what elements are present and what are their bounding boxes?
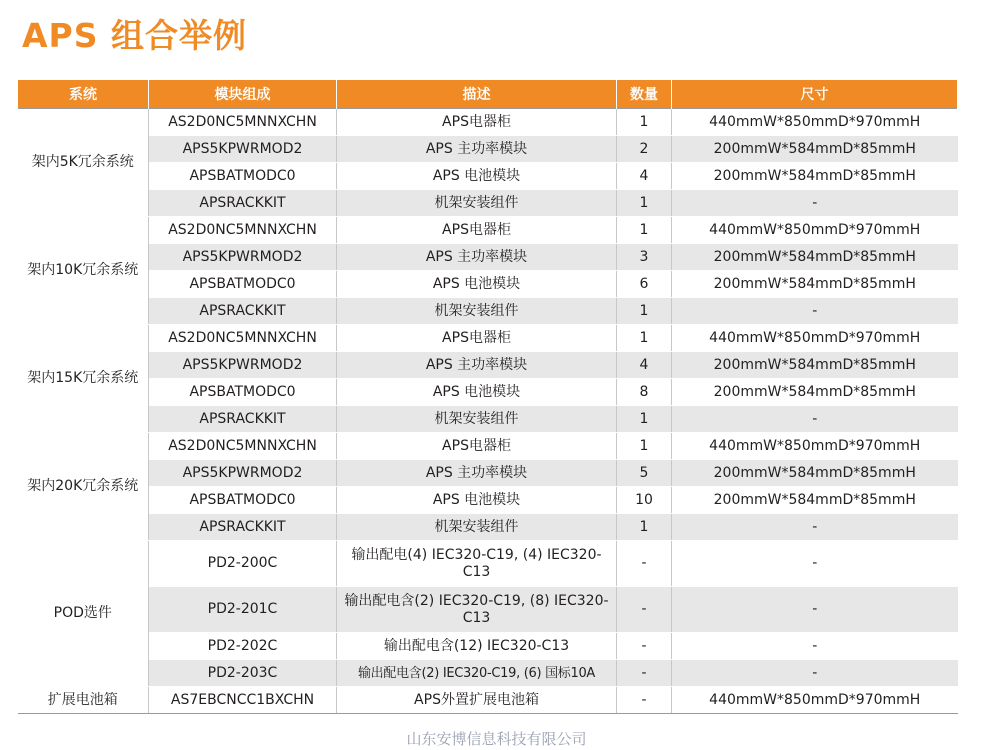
size: 200mmW*584mmD*85mmH	[672, 136, 958, 163]
description: 机架安装组件	[337, 298, 617, 325]
table-row	[18, 433, 958, 460]
size: 440mmW*850mmD*970mmH	[672, 325, 958, 352]
table-row	[18, 271, 958, 298]
table-row	[18, 541, 958, 587]
quantity: 10	[617, 487, 672, 514]
description: 机架安装组件	[337, 406, 617, 433]
description: APS 主功率模块	[337, 136, 617, 163]
description: APS 电池模块	[337, 163, 617, 190]
table-row	[18, 298, 958, 325]
description: APS 电池模块	[337, 487, 617, 514]
module-code: APSRACKKIT	[149, 514, 337, 541]
module-code: APS5KPWRMOD2	[149, 352, 337, 379]
description: APS 主功率模块	[337, 460, 617, 487]
size: -	[672, 587, 958, 633]
description: APS电器柜	[337, 217, 617, 244]
module-code: PD2-202C	[149, 633, 337, 660]
table-row	[18, 190, 958, 217]
module-code: APSBATMODC0	[149, 487, 337, 514]
quantity: 1	[617, 298, 672, 325]
size: 200mmW*584mmD*85mmH	[672, 244, 958, 271]
size: -	[672, 541, 958, 587]
quantity: 4	[617, 163, 672, 190]
table-row	[18, 109, 958, 136]
system-name: 架内5K冗余系统	[18, 109, 149, 217]
table-row	[18, 406, 958, 433]
header-module: 模块组成	[149, 80, 337, 109]
module-code: AS2D0NC5MNNXCHN	[149, 325, 337, 352]
quantity: 2	[617, 136, 672, 163]
quantity: -	[617, 541, 672, 587]
module-code: APSBATMODC0	[149, 271, 337, 298]
module-code: APS5KPWRMOD2	[149, 460, 337, 487]
size: 200mmW*584mmD*85mmH	[672, 379, 958, 406]
size: 200mmW*584mmD*85mmH	[672, 487, 958, 514]
table-row	[18, 660, 958, 687]
table-row	[18, 325, 958, 352]
description: 输出配电含(2) IEC320-C19, (8) IEC320-C13	[337, 587, 617, 633]
module-code: APSRACKKIT	[149, 298, 337, 325]
header-system: 系统	[18, 80, 149, 109]
size: 440mmW*850mmD*970mmH	[672, 109, 958, 136]
description: APS电器柜	[337, 433, 617, 460]
system-name: POD选件	[18, 541, 149, 687]
table-row	[18, 217, 958, 244]
module-code: APS5KPWRMOD2	[149, 244, 337, 271]
module-code: APSBATMODC0	[149, 379, 337, 406]
quantity: -	[617, 660, 672, 687]
description: APS 主功率模块	[337, 244, 617, 271]
module-code: PD2-201C	[149, 587, 337, 633]
description: 机架安装组件	[337, 190, 617, 217]
quantity: 4	[617, 352, 672, 379]
quantity: 1	[617, 190, 672, 217]
system-name: 架内20K冗余系统	[18, 433, 149, 541]
description: APS 电池模块	[337, 379, 617, 406]
size: 200mmW*584mmD*85mmH	[672, 352, 958, 379]
table-row	[18, 514, 958, 541]
system-name: 架内10K冗余系统	[18, 217, 149, 325]
size: -	[672, 190, 958, 217]
quantity: 1	[617, 217, 672, 244]
module-code: PD2-203C	[149, 660, 337, 687]
module-code: AS2D0NC5MNNXCHN	[149, 433, 337, 460]
quantity: 6	[617, 271, 672, 298]
size: 440mmW*850mmD*970mmH	[672, 433, 958, 460]
size: -	[672, 514, 958, 541]
table-row	[18, 244, 958, 271]
size: 440mmW*850mmD*970mmH	[672, 217, 958, 244]
module-code: APSRACKKIT	[149, 406, 337, 433]
table-row	[18, 163, 958, 190]
quantity: 1	[617, 109, 672, 136]
module-code: AS2D0NC5MNNXCHN	[149, 217, 337, 244]
table-row	[18, 487, 958, 514]
quantity: 3	[617, 244, 672, 271]
table-header-row	[18, 80, 958, 109]
description: APS电器柜	[337, 325, 617, 352]
page-title: APS 组合举例	[22, 16, 247, 55]
size: -	[672, 633, 958, 660]
size: 440mmW*850mmD*970mmH	[672, 687, 958, 714]
table-row	[18, 379, 958, 406]
module-code: APSBATMODC0	[149, 163, 337, 190]
size: 200mmW*584mmD*85mmH	[672, 271, 958, 298]
system-name: 架内15K冗余系统	[18, 325, 149, 433]
description: APS外置扩展电池箱	[337, 687, 617, 714]
quantity: -	[617, 587, 672, 633]
table-row	[18, 352, 958, 379]
quantity: 8	[617, 379, 672, 406]
description: APS电器柜	[337, 109, 617, 136]
size: -	[672, 660, 958, 687]
company-footer: 山东安博信息科技有限公司	[406, 730, 587, 748]
quantity: 1	[617, 406, 672, 433]
description: 输出配电含(12) IEC320-C13	[337, 633, 617, 660]
module-code: AS2D0NC5MNNXCHN	[149, 109, 337, 136]
header-size: 尺寸	[672, 80, 958, 109]
description: 输出配电含(2) IEC320-C19, (6) 国标10A	[337, 660, 617, 687]
aps-combination-table	[17, 80, 958, 714]
quantity: 1	[617, 325, 672, 352]
module-code: AS7EBCNCC1BXCHN	[149, 687, 337, 714]
quantity: 1	[617, 433, 672, 460]
table-row	[18, 136, 958, 163]
quantity: -	[617, 633, 672, 660]
table-row	[18, 633, 958, 660]
quantity: 5	[617, 460, 672, 487]
table-row	[18, 687, 958, 714]
quantity: 1	[617, 514, 672, 541]
module-code: PD2-200C	[149, 541, 337, 587]
table-row	[18, 460, 958, 487]
header-quantity: 数量	[617, 80, 672, 109]
size: 200mmW*584mmD*85mmH	[672, 460, 958, 487]
table-row	[18, 587, 958, 633]
size: 200mmW*584mmD*85mmH	[672, 163, 958, 190]
size: -	[672, 298, 958, 325]
description: APS 主功率模块	[337, 352, 617, 379]
system-name: 扩展电池箱	[18, 687, 149, 714]
size: -	[672, 406, 958, 433]
quantity: -	[617, 687, 672, 714]
description: APS 电池模块	[337, 271, 617, 298]
header-description: 描述	[337, 80, 617, 109]
module-code: APSRACKKIT	[149, 190, 337, 217]
description: 输出配电(4) IEC320-C19, (4) IEC320-C13	[337, 541, 617, 587]
module-code: APS5KPWRMOD2	[149, 136, 337, 163]
description: 机架安装组件	[337, 514, 617, 541]
